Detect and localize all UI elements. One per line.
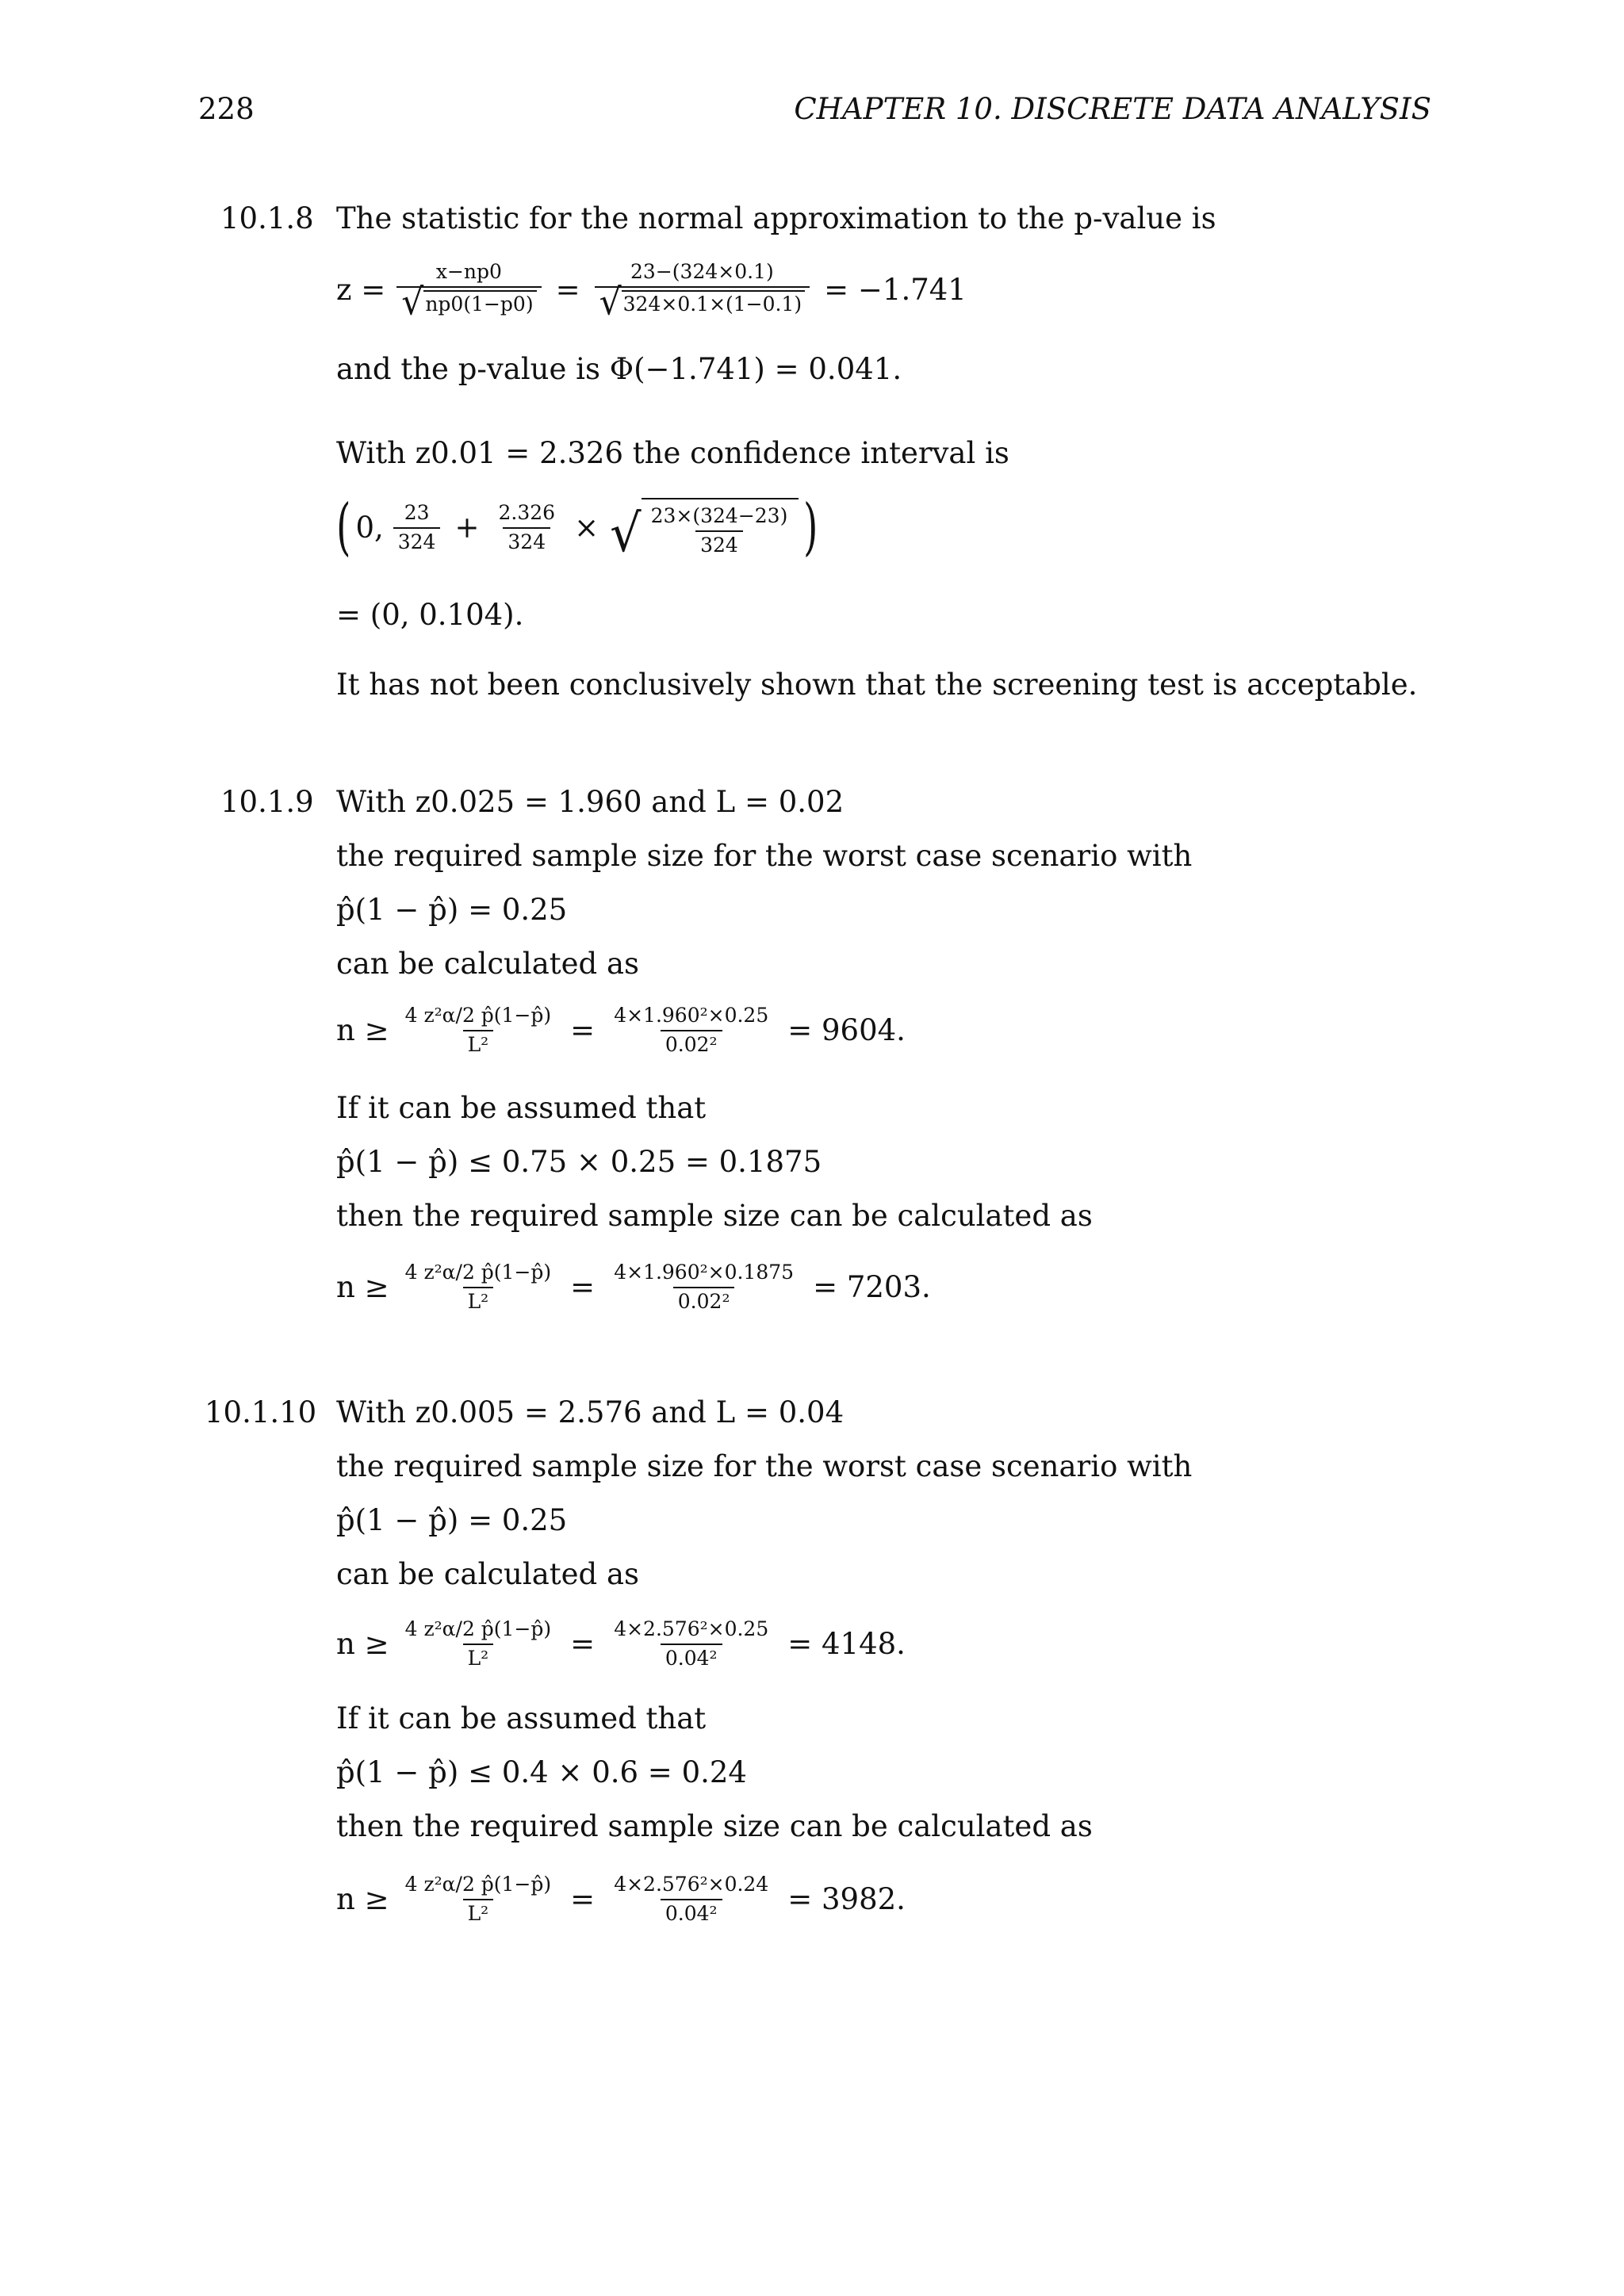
general-numerator: 4 z²α/2 p̂(1−p̂) [404, 1004, 552, 1027]
numeric-denominator: 0.02² [661, 1030, 722, 1057]
equation-result: = 7203. [813, 1270, 931, 1304]
numeric-fraction [606, 1261, 802, 1314]
z-general-fraction [393, 260, 544, 324]
ci-sqrt: √ $\frac{23\times(324-23)}{324}$ [610, 498, 799, 557]
numeric-denominator: 0.02² [673, 1287, 735, 1314]
z-numeric-numerator: 23−(324×0.1) [630, 260, 774, 283]
confidence-interval-equation [331, 492, 823, 564]
problem-10-1-10-line7: then the required sample size can be calculated as [336, 1809, 1093, 1843]
right-paren: ) [803, 492, 818, 563]
equation-result: = 9604. [787, 1013, 906, 1047]
equation-result: = 3982. [787, 1882, 906, 1916]
equals-sign: = [555, 273, 580, 307]
times-sign: × [574, 510, 599, 545]
general-denominator: L² [463, 1644, 494, 1670]
ci-z-denominator: 324 [503, 527, 550, 554]
problem-10-1-9-line6: p̂(1 − p̂) ≤ 0.75 × 0.25 = 0.1875 [336, 1145, 822, 1179]
n-lhs: n ≥ [336, 1270, 389, 1304]
confidence-interval-intro: With z0.01 = 2.326 the confidence interval is [336, 436, 1009, 470]
numeric-fraction [606, 1004, 776, 1057]
z-general-denominator: √ np0(1−p0) [396, 286, 541, 320]
numeric-numerator: 4×2.576²×0.25 [614, 1617, 769, 1640]
running-title: CHAPTER 10. DISCRETE DATA ANALYSIS [794, 92, 1431, 126]
z-result: = −1.741 [824, 273, 967, 307]
problem-10-1-10-line1: With z0.005 = 2.576 and L = 0.04 [336, 1395, 845, 1429]
sample-size-equation-10-1-10-a [336, 1617, 906, 1670]
problem-10-1-10-line3: p̂(1 − p̂) = 0.25 [336, 1503, 568, 1537]
page-number: 228 [198, 92, 255, 126]
general-fraction [397, 1261, 560, 1314]
numeric-fraction [606, 1873, 776, 1926]
general-numerator: 4 z²α/2 p̂(1−p̂) [404, 1873, 552, 1896]
ci-sqrt-denominator: 324 [695, 530, 743, 557]
numeric-numerator: 4×2.576²×0.24 [614, 1873, 769, 1896]
problem-10-1-10-line6: p̂(1 − p̂) ≤ 0.4 × 0.6 = 0.24 [336, 1755, 747, 1789]
problem-10-1-9-line7: then the required sample size can be calculated as [336, 1199, 1093, 1233]
numeric-fraction [606, 1617, 776, 1670]
equals-sign: = [570, 1882, 596, 1916]
ci-sqrt-fraction [643, 504, 796, 557]
general-numerator: 4 z²α/2 p̂(1−p̂) [404, 1261, 552, 1284]
z-numeric-denominator-text: 324×0.1×(1−0.1) [622, 290, 806, 316]
problem-number-10-1-10: 10.1.10 [205, 1395, 317, 1429]
problem-number-10-1-9: 10.1.9 [220, 785, 314, 819]
z-lhs: z = [336, 273, 386, 307]
ci-phat-fraction [390, 501, 444, 554]
equation-result: = 4148. [787, 1627, 906, 1661]
z-general-numerator: x−np0 [435, 260, 502, 283]
general-denominator: L² [463, 1287, 494, 1314]
ci-phat-denominator: 324 [393, 527, 441, 554]
confidence-interval-result: = (0, 0.104). [336, 598, 524, 632]
plus-sign: + [454, 510, 480, 545]
n-lhs: n ≥ [336, 1013, 389, 1047]
problem-10-1-9-line5: If it can be assumed that [336, 1091, 707, 1125]
n-lhs: n ≥ [336, 1882, 389, 1916]
numeric-denominator: 0.04² [661, 1644, 722, 1670]
general-fraction [397, 1004, 560, 1057]
problem-10-1-9-line1: With z0.025 = 1.960 and L = 0.02 [336, 785, 845, 819]
ci-z-numerator: 2.326 [498, 500, 556, 524]
problem-10-1-9-line3: p̂(1 − p̂) = 0.25 [336, 893, 568, 927]
sample-size-equation-10-1-9-b [336, 1261, 931, 1314]
problem-10-1-8-intro: The statistic for the normal approximation to the p-value is [336, 201, 1216, 235]
problem-10-1-8-conclusion: It has not been conclusively shown that the screening test is acceptable. [336, 668, 1418, 702]
ci-lower-bound: 0, [355, 510, 384, 545]
sample-size-equation-10-1-10-b [336, 1873, 906, 1926]
general-denominator: L² [463, 1899, 494, 1926]
problem-10-1-9-line4: can be calculated as [336, 947, 640, 981]
problem-10-1-10-line2: the required sample size for the worst case scenario with [336, 1449, 1193, 1483]
equals-sign: = [570, 1013, 596, 1047]
sample-size-equation-10-1-9-a [336, 1004, 906, 1057]
ci-phat-numerator: 23 [404, 500, 430, 524]
n-lhs: n ≥ [336, 1627, 389, 1661]
numeric-numerator: 4×1.960²×0.1875 [614, 1261, 795, 1284]
general-denominator: L² [463, 1030, 494, 1057]
problem-number-10-1-8: 10.1.8 [220, 201, 314, 235]
equals-sign: = [570, 1270, 596, 1304]
z-numeric-denominator: √ 324×0.1×(1−0.1) [595, 286, 810, 320]
left-paren: ( [336, 492, 351, 563]
numeric-numerator: 4×1.960²×0.25 [614, 1004, 769, 1027]
general-numerator: 4 z²α/2 p̂(1−p̂) [404, 1617, 552, 1640]
z-numeric-fraction [592, 260, 814, 324]
z-general-denominator-text: np0(1−p0) [423, 290, 536, 316]
general-fraction [397, 1617, 560, 1670]
ci-z-fraction [490, 501, 563, 554]
problem-10-1-10-line5: If it can be assumed that [336, 1701, 707, 1735]
problem-10-1-10-line4: can be calculated as [336, 1557, 640, 1591]
numeric-denominator: 0.04² [661, 1899, 722, 1926]
problem-10-1-9-line2: the required sample size for the worst case scenario with [336, 839, 1193, 873]
p-value-text: and the p-value is Φ(−1.741) = 0.041. [336, 352, 902, 386]
general-fraction [397, 1873, 560, 1926]
equals-sign: = [570, 1627, 596, 1661]
ci-sqrt-numerator: 23×(324−23) [650, 503, 788, 527]
z-statistic-equation [336, 260, 967, 324]
